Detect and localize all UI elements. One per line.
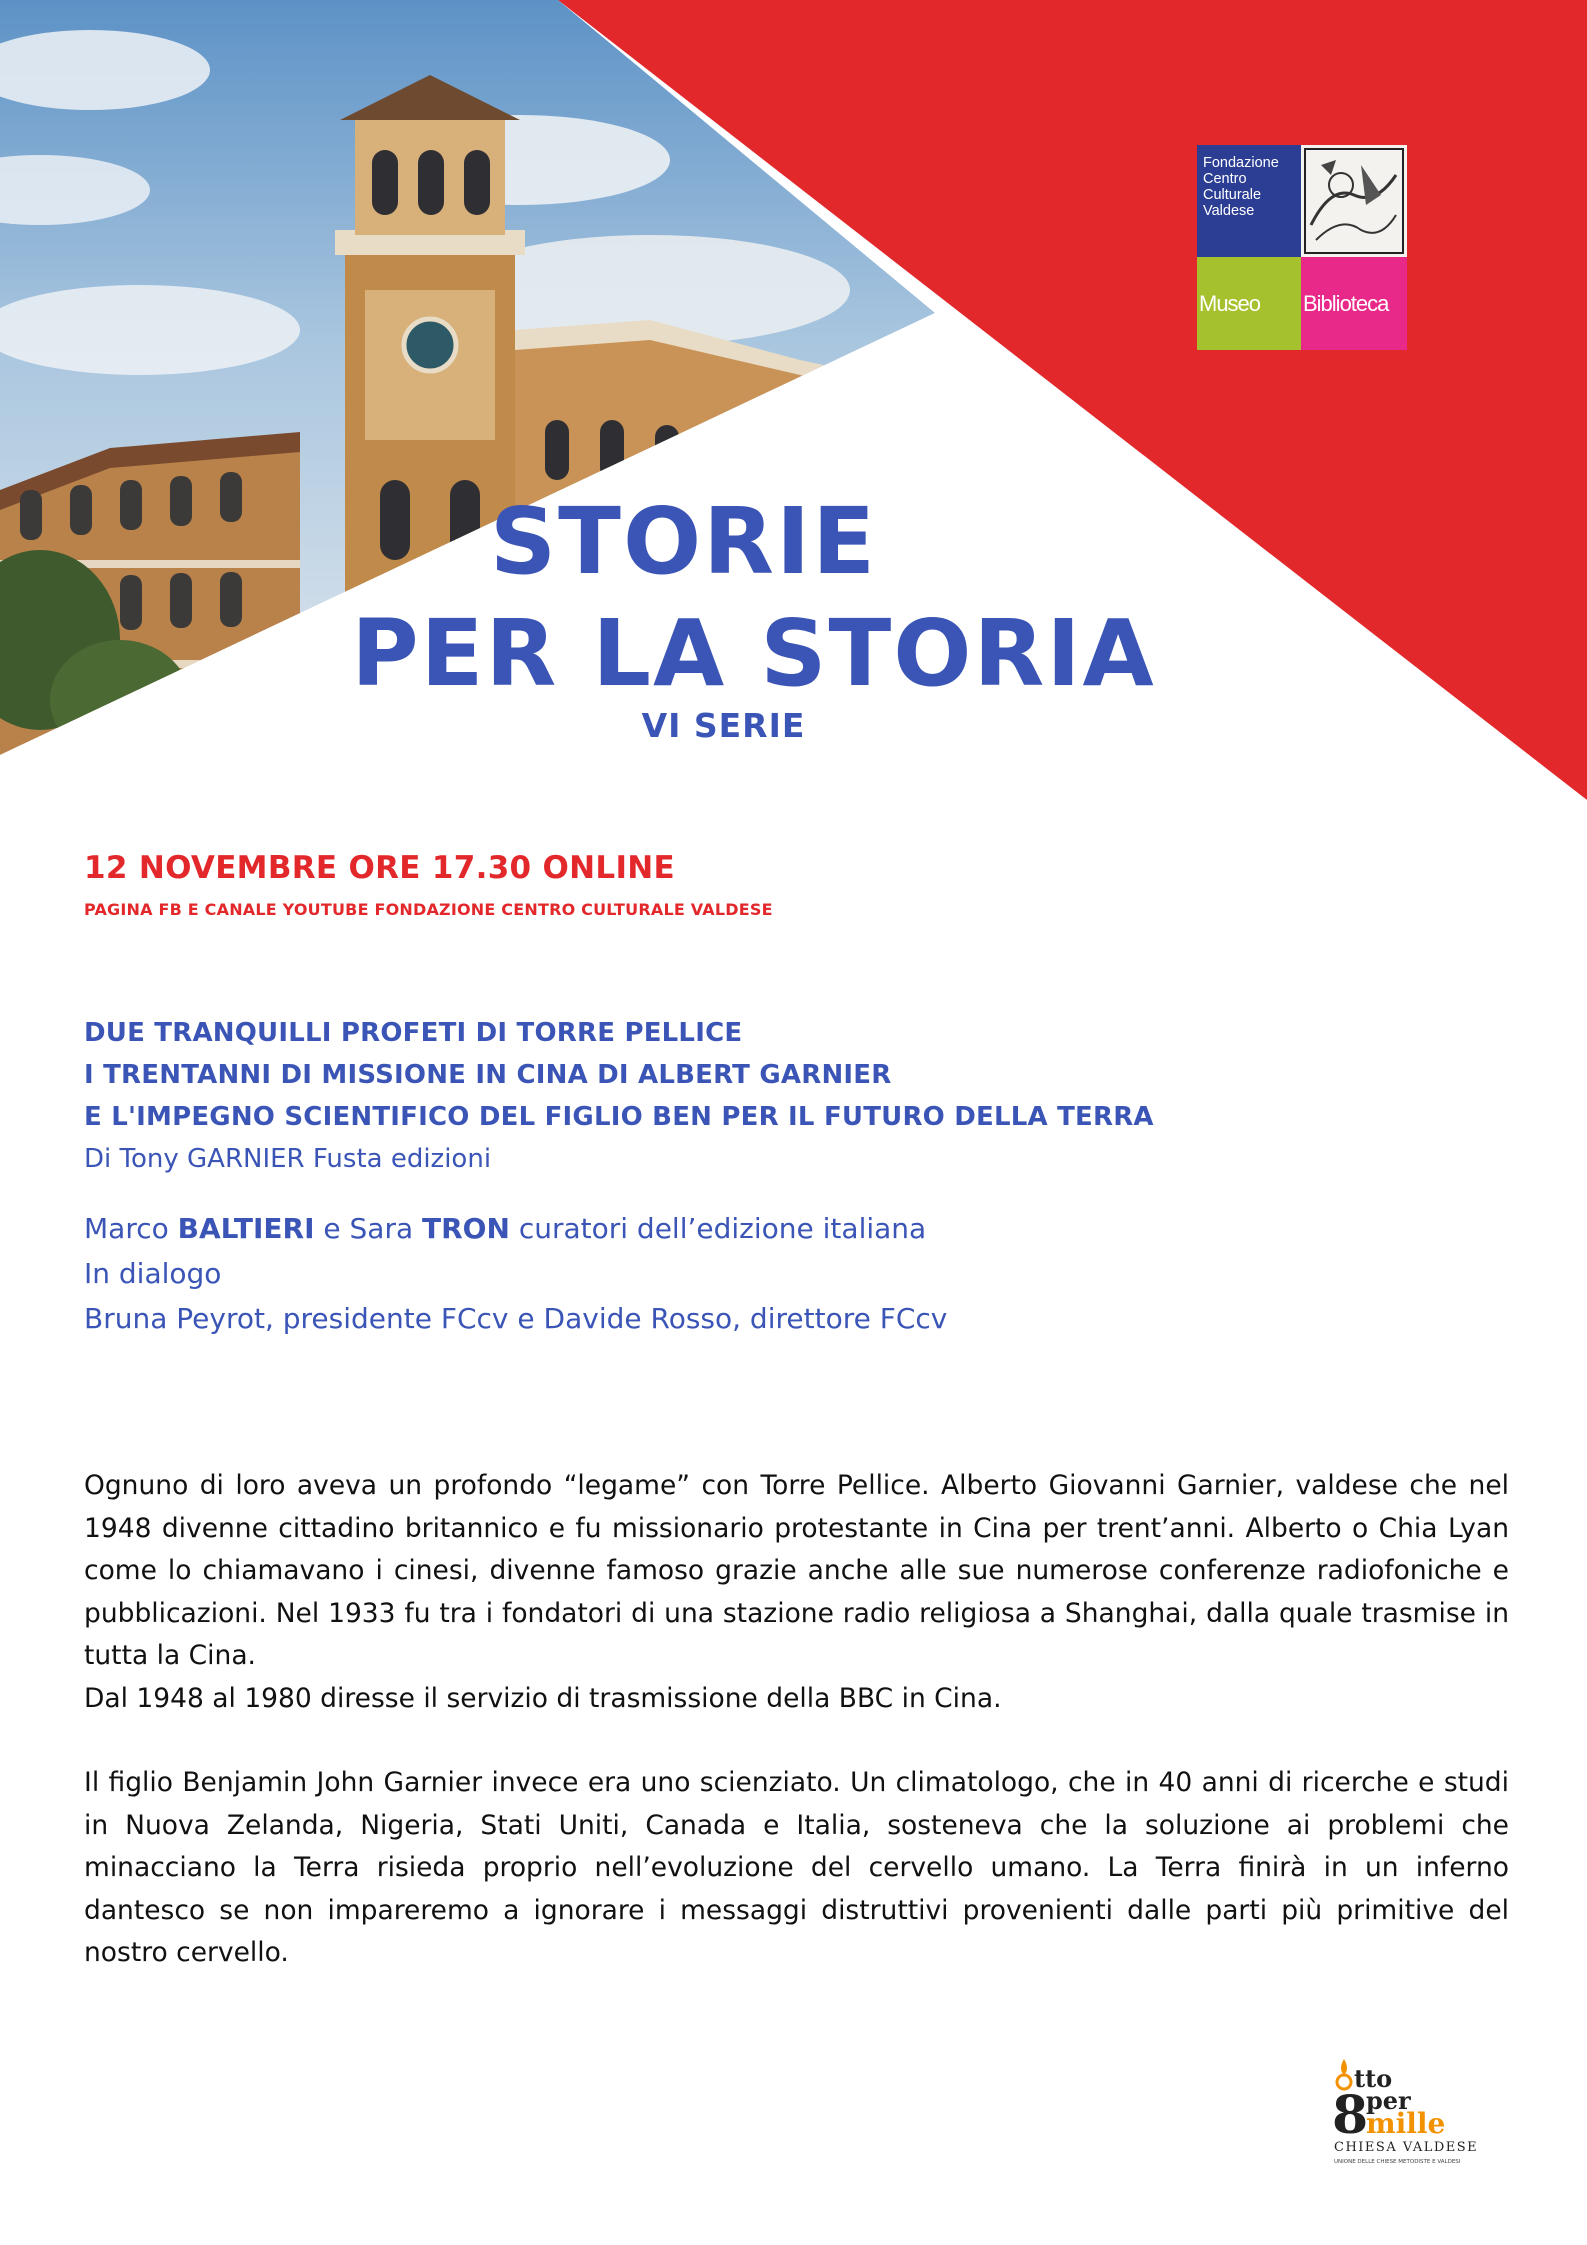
fondazione-logo bbox=[1197, 145, 1407, 350]
curator-1-last: BALTIERI bbox=[177, 1212, 315, 1245]
book-title-line-2: I TRENTANNI DI MISSIONE IN CINA DI ALBERT GARNIER bbox=[84, 1060, 892, 1090]
book-title-line-1: DUE TRANQUILLI PROFETI DI TORRE PELLICE bbox=[84, 1018, 743, 1048]
logo-biblioteca: Biblioteca bbox=[1301, 257, 1407, 350]
curator-2-last: TRON bbox=[422, 1212, 510, 1245]
body-paragraph-3: Il figlio Benjamin John Garnier invece era uno scienziato. Un climatologo, che in 40 anni di ricerche e studi in Nuova Zelanda, Nigeria, Stati Uniti, Canada e Italia, sosteneva che la soluzione ai problemi che minacciano la Terra risieda proprio nell’evoluzione del cervello umano. La Terra finirà in un inferno dantesco se non impareremo a ignorare i messaggi distruttivi provenienti dalle parti più primitive del nostro cervello. bbox=[84, 1767, 1509, 1968]
body-text bbox=[84, 1465, 1509, 1975]
body-paragraph-1: Ognuno di loro aveva un profondo “legame” con Torre Pellice. Alberto Giovanni Garnier, valdese che nel 1948 divenne cittadino britannico e fu missionario protestante in Cina per trent’anni. Alberto o Chia Lyan come lo chiamavano i cinesi, divenne famoso grazie anche alle sue numerose conferenze radiofoniche e pubblicazioni. Nel 1933 fu tra i fondatori di una stazione radio religiosa a Shanghai, dalla quale trasmise in tutta la Cina. bbox=[84, 1470, 1509, 1671]
otto-text: tto bbox=[1354, 2064, 1393, 2093]
curators-role: curatori dell’edizione italiana bbox=[509, 1212, 927, 1245]
logo-museo: Museo bbox=[1197, 257, 1301, 350]
engraving-icon bbox=[1301, 145, 1407, 257]
guests-line: Bruna Peyrot, presidente FCcv e Davide Rosso, direttore FCcv bbox=[84, 1302, 948, 1335]
event-date: 12 NOVEMBRE ORE 17.30 ONLINE bbox=[84, 850, 676, 886]
dialog-label: In dialogo bbox=[84, 1257, 222, 1290]
otto-eight: 8 bbox=[1332, 2085, 1369, 2146]
book-author: Di Tony GARNIER Fusta edizioni bbox=[84, 1144, 492, 1174]
curators-line bbox=[84, 1212, 926, 1245]
series-label: VI SERIE bbox=[641, 706, 806, 745]
logo-line-3: Culturale bbox=[1203, 187, 1262, 203]
logo-line-2: Centro bbox=[1203, 171, 1247, 187]
church-union: UNIONE DELLE CHIESE METODISTE E VALDESI bbox=[1334, 2159, 1461, 2165]
per-text: per bbox=[1366, 2086, 1411, 2115]
book-title-line-3: E L'IMPEGNO SCIENTIFICO DEL FIGLIO BEN PER IL FUTURO DELLA TERRA bbox=[84, 1102, 1154, 1132]
mille-text: mille bbox=[1366, 2107, 1446, 2140]
logo-text-block bbox=[1197, 145, 1301, 257]
curators-and: e Sara bbox=[314, 1212, 423, 1245]
otto-per-mille-logo bbox=[1330, 2055, 1490, 2175]
logo-line-1: Fondazione bbox=[1203, 155, 1279, 171]
curator-1-first: Marco bbox=[84, 1212, 178, 1245]
logo-line-4: Valdese bbox=[1203, 203, 1255, 219]
event-channel: PAGINA FB E CANALE YOUTUBE FONDAZIONE CENTRO CULTURALE VALDESE bbox=[84, 900, 773, 919]
title-line-2: PER LA STORIA bbox=[351, 600, 1156, 707]
body-paragraph-2: Dal 1948 al 1980 diresse il servizio di trasmissione della BBC in Cina. bbox=[84, 1682, 1002, 1714]
church-name: CHIESA VALDESE bbox=[1334, 2140, 1479, 2155]
title-line-1: STORIE bbox=[489, 488, 878, 595]
